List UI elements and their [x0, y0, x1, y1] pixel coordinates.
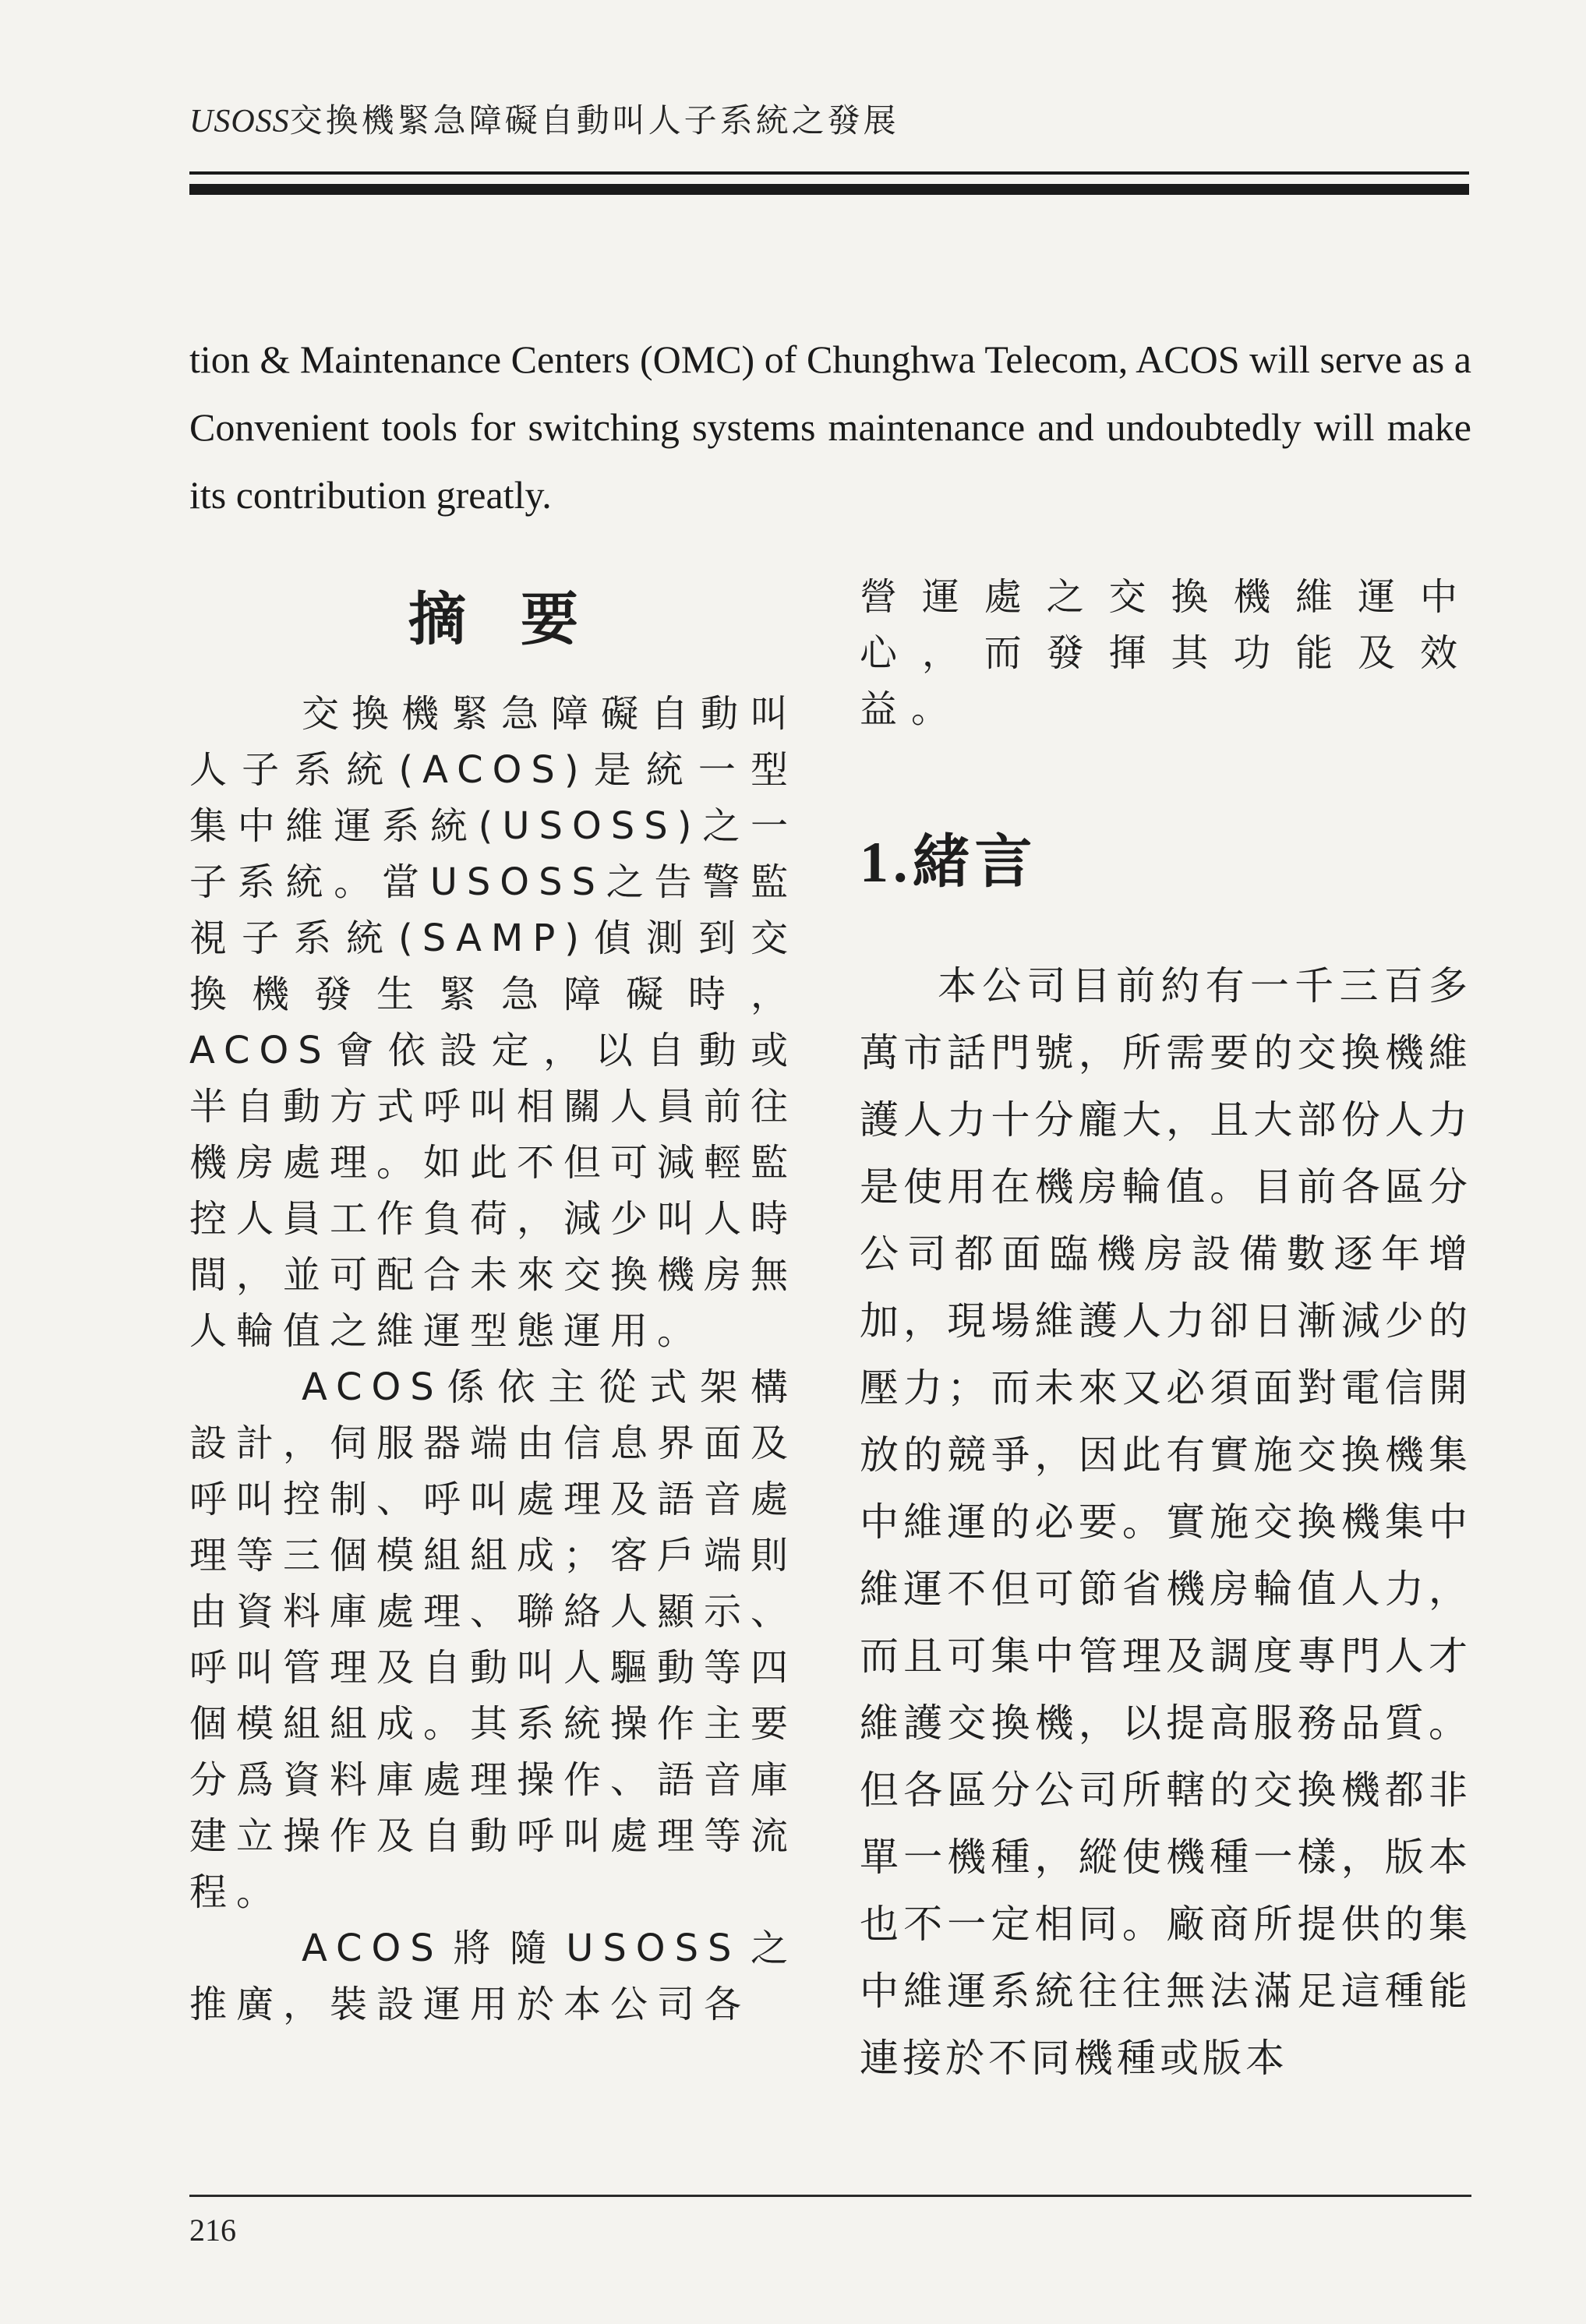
section-heading — [860, 827, 1471, 898]
abstract-paragraph-2: ACOS係依主從式架構設計，伺服器端由信息界面及呼叫控制、呼叫處理及語音處理等三個模組組成；客戶端則由資料庫處理、聯絡人顯示、呼叫管理及自動叫人驅動等四個模組組成。其系統操作主要分爲資料庫處理操作、語音庫建立操作及自動呼叫處理等流程。 — [189, 1365, 798, 1914]
abstract-heading: 摘要 — [408, 586, 633, 653]
right-column — [860, 569, 1471, 2092]
section-title: 緒言 — [912, 828, 1037, 895]
abstract-continuation: 營運處之交換機維運中心，而發揮其功能及效益。 — [860, 575, 1471, 731]
abstract-paragraph-3: ACOS將隨USOSS之推廣，裝設運用於本公司各 — [189, 1927, 797, 2026]
running-head — [189, 95, 899, 142]
running-head-cjk: 交換機緊急障礙自動叫人子系統之發展 — [289, 101, 899, 140]
section-number: 1. — [860, 831, 913, 895]
page-number: 216 — [189, 2213, 236, 2248]
footer-rule — [189, 2195, 1471, 2197]
header-rule-thick — [189, 184, 1469, 195]
header-rule-thin — [189, 171, 1469, 175]
left-column — [189, 577, 797, 2033]
abstract-paragraph-1: 交換機緊急障礙自動叫人子系統(ACOS)是統一型集中維運系統(USOSS)之一子系統。當USOSS之告警監視子系統(SAMP)偵測到交換機發生緊急障礙時，ACOS會依設定，以自動或半自動方式呼叫相關人員前往機房處理。如此不但可減輕監控人員工作負荷，減少叫人時間，並可配合未來交換機房無人輪值之維運型態運用。 — [189, 692, 798, 1353]
running-head-latin: USOSS — [189, 104, 290, 140]
english-abstract-continuation: tion & Maintenance Centers (OMC) of Chunghwa Telecom, ACOS will serve as a Convenient tools for switching systems maintenance and undoubtedly will make its contribution greatly. — [189, 337, 1471, 517]
introduction-paragraph: 本公司目前約有一千三百多萬市話門號，所需要的交換機維護人力十分龐大，且大部份人力是使用在機房輪值。目前各區分公司都面臨機房設備數逐年增加，現場維護人力卻日漸減少的壓力；而未來又必須面對電信開放的競爭，因此有實施交換機集中維運的必要。實施交換機集中維運不但可節省機房輪值人力，而且可集中管理及調度專門人才維護交換機，以提高服務品質。但各區分公司所轄的交換機都非單一機種，縱使機種一樣，版本也不一定相同。廠商所提供的集中維運系統往往無法滿足這種能連接於不同機種或版本 — [860, 963, 1471, 2081]
